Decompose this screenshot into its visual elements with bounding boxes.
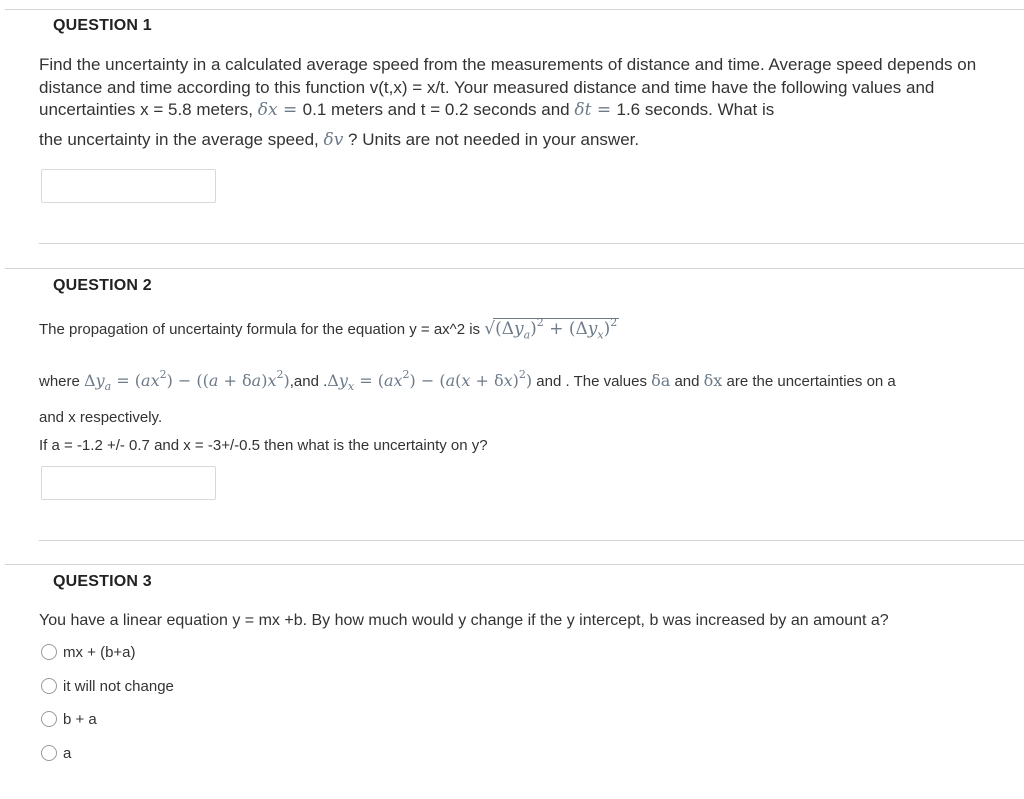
question-2-formula-line <box>39 318 619 341</box>
question-2-where-line <box>39 368 896 394</box>
radio-button[interactable] <box>41 745 57 761</box>
question-2-answer-input[interactable] <box>41 466 216 500</box>
delta-x-symbol-q2: δx <box>703 371 723 390</box>
question-2-line-b: and x respectively. <box>39 409 163 426</box>
question-1-answer-input[interactable] <box>41 169 216 203</box>
q1-text-b: 0.1 meters and t = 0.2 seconds and <box>302 100 575 119</box>
q2-and-3: and <box>670 373 704 390</box>
question-2-line-c: If a = -1.2 +/- 0.7 and x = -3+/-0.5 then what is the uncertainty on y? <box>39 437 488 454</box>
option-label: a <box>63 744 72 762</box>
q1-text-c: 1.6 seconds. What is <box>616 100 775 119</box>
delta-yx-render: $\Delta y_x = (ax^2) - (a(x + \delta x)^2)$ <box>327 368 533 394</box>
q1-equals-2: = <box>591 100 617 120</box>
question-3-title: QUESTION 3 <box>53 573 152 590</box>
question-1-divider <box>39 243 1024 244</box>
q2-and-2: and . The values <box>532 373 652 390</box>
question-1-text-line4 <box>39 130 639 150</box>
top-divider <box>5 9 1024 10</box>
radio-button[interactable] <box>41 711 57 727</box>
q1-line4-a: the uncertainty in the average speed, <box>39 130 324 149</box>
q2-where: where <box>39 373 85 390</box>
option-4[interactable] <box>41 744 71 762</box>
question-1-text <box>39 54 1004 122</box>
q2-intro: The propagation of uncertainty formula for the equation y = ax^2 is <box>39 321 485 338</box>
delta-x-symbol: δx <box>257 100 278 120</box>
option-label: mx + (b+a) <box>63 643 136 661</box>
question-1-title: QUESTION 1 <box>53 17 152 34</box>
delta-v-symbol: δv <box>323 130 344 150</box>
question-3-top-divider <box>5 564 1024 565</box>
q1-line4-b: ? Units are not needed in your answer. <box>343 130 640 149</box>
q2-and-1: ,and . <box>289 373 328 390</box>
question-2-divider <box>39 540 1024 541</box>
option-label: it will not change <box>63 677 174 695</box>
question-2-title: QUESTION 2 <box>53 277 152 294</box>
q1-equals-1: = <box>277 100 303 120</box>
option-label: b + a <box>63 710 97 728</box>
radio-button[interactable] <box>41 644 57 660</box>
q1-text-a: Find the uncertainty in a calculated average speed from the measurements of distance and time. Average speed depends on distance and time according to this function v(t,x) = x/t. Your measured distance and time have the following values and uncertainties x = 5.8 meters, <box>39 55 977 119</box>
option-3[interactable] <box>41 710 97 728</box>
question-3-text: You have a linear equation y = mx +b. By how much would y change if the y intercept, b was increased by an amount a? <box>39 612 889 629</box>
delta-a-symbol: δa <box>651 371 671 390</box>
propagation-formula-render: $√(\Delta y_a)^2 + (\Delta y_x)^2$ <box>484 316 618 342</box>
radio-button[interactable] <box>41 678 57 694</box>
q2-are-text: are the uncertainties on a <box>722 373 896 390</box>
option-1[interactable] <box>41 643 136 661</box>
option-2[interactable] <box>41 677 174 695</box>
delta-t-symbol: δt <box>574 100 592 120</box>
question-2-top-divider <box>5 268 1024 269</box>
delta-ya-render: $\Delta y_a = (ax^2) - ((a + \delta a)x^2)$ <box>84 368 290 394</box>
